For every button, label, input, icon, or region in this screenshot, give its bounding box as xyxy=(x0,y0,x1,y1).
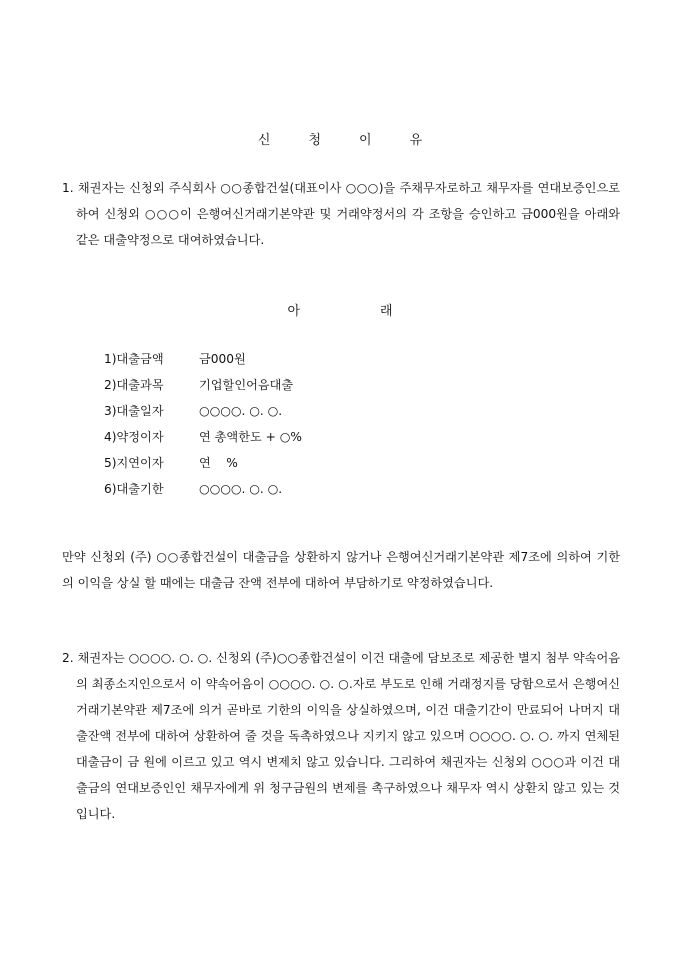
loan-term-label: 3)대출일자 xyxy=(104,404,164,418)
loan-term-label: 5)지연이자 xyxy=(104,456,164,470)
list-item xyxy=(104,372,302,398)
loan-terms-list xyxy=(104,346,302,502)
title-char: 유 xyxy=(409,133,423,148)
loan-term-value: ○○○○. ○. ○. xyxy=(199,482,283,496)
document-title xyxy=(0,129,680,148)
list-item xyxy=(104,450,302,476)
loan-term-label: 2)대출과목 xyxy=(104,378,164,392)
list-item xyxy=(104,398,302,424)
title-char: 신 xyxy=(257,133,271,148)
loan-term-value: ○○○○. ○. ○. xyxy=(199,404,283,418)
list-item xyxy=(104,424,302,450)
loan-term-label: 1)대출금액 xyxy=(104,352,164,366)
section-heading xyxy=(0,300,680,319)
loan-term-label: 6)대출기한 xyxy=(104,482,164,496)
paragraph-2: 만약 신청외 (주) ○○종합건설이 대출금을 상환하지 않거나 은행여신거래기본약관 제7조에 의하여 기한의 이익을 상실 할 때에는 대출금 잔액 전부에 대하여 부담하기로 약정하였습니다. xyxy=(62,550,620,590)
loan-term-value: 연 총액한도 + ○% xyxy=(199,430,302,444)
paragraph-1: 1. 채권자는 신청외 주식회사 ○○종합건설(대표이사 ○○○)을 주채무자로하고 채무자를 연대보증인으로 하여 신청외 ○○○이 은행여신거래기본약관 및 거래약정서의 각 조항을 승인하고 금000원을 아래와 같은 대출약정으로 대여하였습니다. xyxy=(62,181,620,247)
title-char: 청 xyxy=(308,133,321,148)
title-char: 이 xyxy=(359,133,372,148)
list-item xyxy=(104,476,302,502)
loan-term-label: 4)약정이자 xyxy=(104,430,164,444)
list-item xyxy=(104,346,302,372)
heading-char: 래 xyxy=(380,304,393,319)
loan-term-value: 금000원 xyxy=(199,352,246,366)
paragraph-3: 2. 채권자는 ○○○○. ○. ○. 신청외 (주)○○종합건설이 이건 대출에 담보조로 제공한 별지 첨부 약속어음의 최종소지인으로서 이 약속어음이 ○○○○. ○. ○.자로 부도로 인해 거래정지를 당함으로서 은행여신거래기본약관 제7조에 의거 곧바로 기한의 이익을 상실하였으며, 이건 대출기간이 만료되어 나머지 대출잔액 전부에 대하여 상환하여 줄 것을 독촉하였으나 지키지 않고 있으며 ○○○○. ○. ○. 까지 연체된 대출금이 금 원에 이르고 있고 역시 변제치 않고 있습니다. 그리하여 채권자는 신청외 ○○○과 이건 대출금의 연대보증인인 채무자에게 위 청구금원의 변제를 촉구하였으나 채무자 역시 상환치 않고 있는 것입니다. xyxy=(62,651,620,821)
loan-term-value: 기업할인어음대출 xyxy=(199,378,294,392)
loan-term-value: 연 % xyxy=(199,456,238,470)
heading-char: 아 xyxy=(287,304,300,319)
